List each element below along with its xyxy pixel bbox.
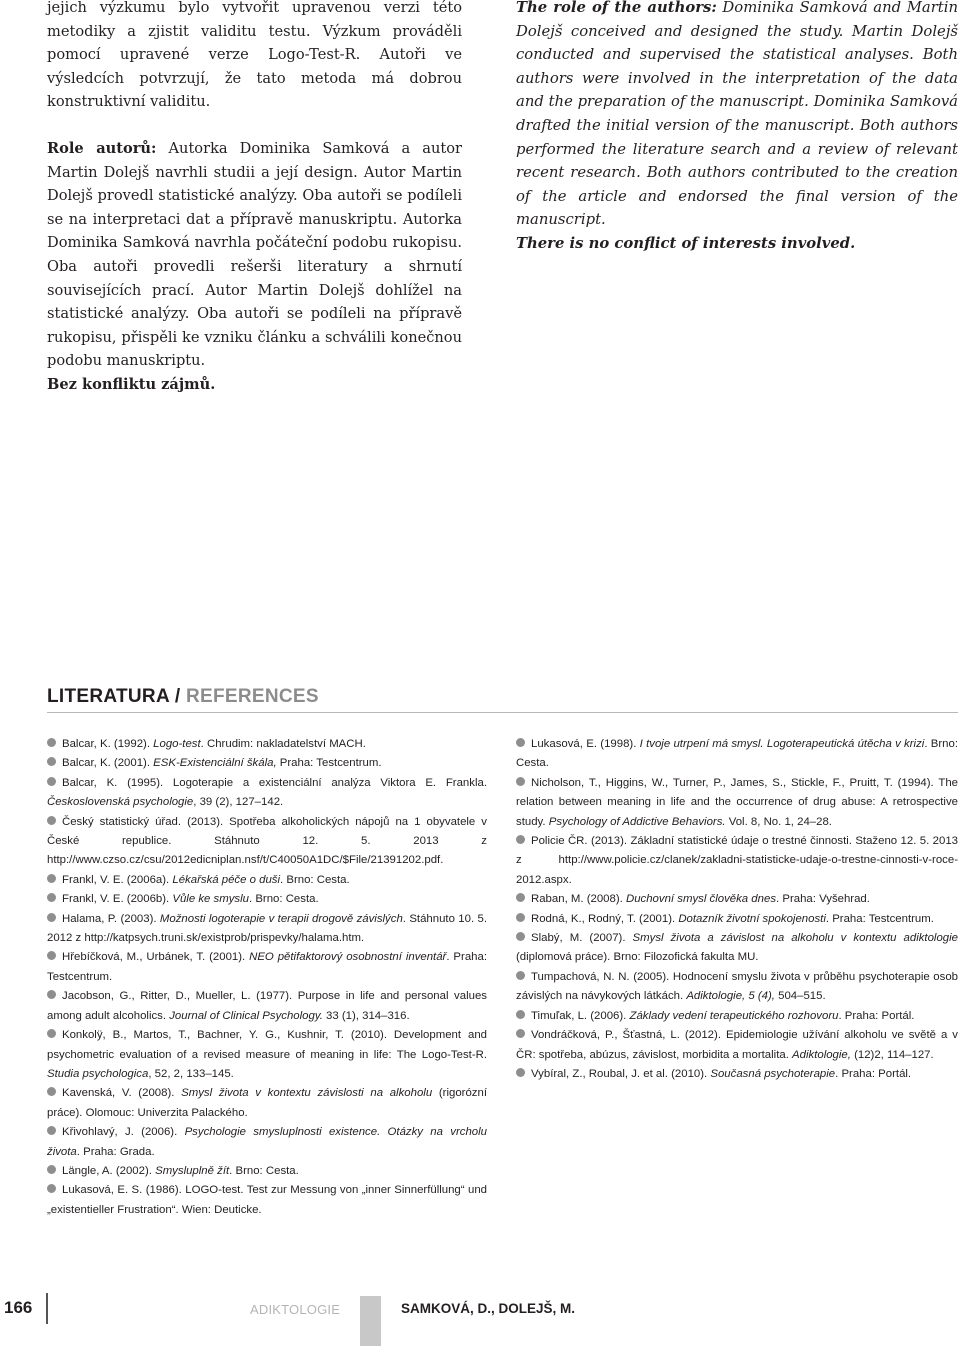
bullet-icon — [47, 1029, 56, 1038]
reference-item — [47, 1026, 487, 1084]
bullet-icon — [516, 1029, 525, 1038]
reference-text: Längle, A. (2002). — [62, 1164, 156, 1177]
bullet-icon — [47, 738, 56, 747]
reference-source: , 52, 2, 133–145. — [148, 1067, 234, 1080]
reference-item — [516, 832, 958, 890]
bullet-icon — [516, 893, 525, 902]
reference-source: (rigorózní práce). Olomouc: Univerzita Palackého. — [47, 1087, 487, 1119]
reference-item — [516, 1026, 958, 1065]
author-roles-label-en: The role of the authors: — [516, 0, 717, 16]
reference-item — [47, 948, 487, 987]
reference-source: . Stáhnuto 10. 5. 2012 z http://katpsych.truni.sk/existprob/prispevky/halama.htm. — [47, 912, 487, 945]
reference-title: Studia psychologica — [47, 1067, 149, 1080]
reference-text: Český statistický úřad. (2013). Spotřeba alkoholických nápojů na 1 obyvatele v České republice. Stáhnuto 12. 5. 2013 z http://www.czso.cz/csu/2012edicniplan.nsf/t/C40050A1DC/$File/21391202.pdf. — [47, 815, 487, 867]
reference-source: . Praha: Portál. — [838, 1009, 915, 1022]
reference-title: Adiktologie, — [792, 1048, 851, 1061]
bullet-icon — [516, 932, 525, 941]
reference-text: Lukasová, E. S. (1986). LOGO-test. Test zur Messung von „inner Sinnerfüllung“ und „existentieller Frustration“. Wien: Deuticke. — [47, 1184, 487, 1216]
reference-title: Vůle ke smyslu — [172, 893, 249, 906]
intro-paragraph: jejich výzkumu bylo vytvořit upravenou verzi této metodiky a zjistit validitu testu. Výzkum prováděli pomocí upravené verze Logo-Test-R. Autoři ve výsledcích potvrzují, že tato metoda má dobrou konstruktivní validitu. — [47, 0, 462, 111]
references-list-right — [516, 735, 958, 1084]
reference-title: Adiktologie, 5 (4), — [686, 990, 775, 1003]
reference-title: Lékařská péče o duši — [172, 873, 281, 886]
bullet-icon — [516, 1010, 525, 1019]
reference-title: Logo-test — [153, 738, 201, 750]
reference-text: Nicholson, T., Higgins, W., Turner, P., James, S., Stickle, F., Pruitt, T. (1994). The relation between meaning in life and the occurrence of drug abuse: A retrospective study. — [516, 776, 958, 828]
bullet-icon — [47, 1087, 56, 1096]
journal-name: ADIKTOLOGIE — [250, 1302, 341, 1317]
reference-item — [516, 735, 958, 774]
reference-source: . Praha: Testcentrum. — [825, 912, 934, 925]
references-heading-main: LITERATURA / — [47, 686, 186, 707]
footer-authors: SAMKOVÁ, D., DOLEJŠ, M. — [401, 1301, 576, 1316]
reference-text: Konkolÿ, B., Martos, T., Bachner, Y. G., Kushnir, T. (2010). Development and psychometric evaluation of a revised measure of meaning in life: The Logo-Test-R. — [47, 1029, 487, 1061]
reference-item — [47, 735, 487, 754]
reference-source: . Chrudim: nakladatelství MACH. — [200, 738, 366, 750]
reference-title: NEO pětifaktorový osobnostní inventář — [249, 951, 447, 964]
reference-title: Současná psychoterapie — [710, 1067, 836, 1080]
reference-text: Balcar, K. (1992). — [62, 738, 154, 750]
reference-item — [516, 910, 958, 929]
bullet-icon — [47, 893, 56, 902]
bullet-icon — [47, 874, 56, 883]
author-roles-text: Autorka Dominika Samková a autor Martin Dolejš navrhli studii a její design. Autor Martin Dolejš provedl statistické analýzy. Oba autoři se podíleli se na interpretaci dat a přípravě manuskriptu. Autorka Dominika Samková navrhla počáteční podobu rukopisu. Oba autoři provedli rešerši literatury a shrnutí souvisejících prací. Autor Martin Dolejš dohlížel na statistické analýzy. Oba autoři se podíleli na přípravě rukopisu, přispěli ke vzniku článku a schválili konečnou podobu manuskriptu. — [47, 139, 463, 370]
reference-source: . Brno: Cesta. — [516, 738, 958, 770]
reference-text: Timuľak, L. (2006). — [531, 1009, 630, 1022]
reference-source: . Praha: Vyšehrad. — [776, 893, 870, 906]
reference-text: Křivohlavý, J. (2006). — [62, 1126, 185, 1139]
reference-title: Smysluplně žít — [155, 1164, 230, 1177]
reference-item — [47, 1084, 487, 1123]
bullet-icon — [47, 777, 56, 786]
reference-item — [47, 910, 487, 949]
page-footer — [0, 1270, 960, 1346]
reference-source: Praha: Testcentrum. — [276, 757, 382, 770]
bullet-icon — [47, 816, 56, 825]
bullet-icon — [516, 913, 525, 922]
bullet-icon — [47, 1126, 56, 1135]
reference-text: Slabý, M. (2007). — [531, 932, 633, 945]
reference-title: Smysl života v kontextu závislosti na alkoholu — [181, 1087, 433, 1100]
reference-source: . Praha: Portál. — [835, 1067, 912, 1080]
reference-text: Frankl, V. E. (2006b). — [62, 893, 173, 906]
reference-text: Hřebíčková, M., Urbánek, T. (2001). — [62, 951, 250, 964]
reference-source: 504–515. — [774, 990, 826, 1003]
reference-title: Československá psychologie — [47, 796, 194, 809]
author-roles-czech — [47, 0, 462, 397]
reference-text: Vondráčková, P., Šťastná, L. (2012). Epidemiologie užívání alkoholu ve světě a v ČR: spotřeba, abúzus, závislost, morbidita a mortalita. — [516, 1029, 958, 1061]
bullet-icon — [516, 1068, 525, 1077]
bullet-icon — [47, 1165, 56, 1174]
reference-item — [516, 929, 958, 968]
bullet-icon — [47, 990, 56, 999]
reference-title: I tvoje utrpení má smysl. Logoterapeutická útěcha v krizi — [639, 738, 925, 750]
reference-item — [47, 871, 487, 890]
reference-title: Duchovní smysl člověka dnes — [625, 893, 777, 906]
reference-text: Kavenská, V. (2008). — [62, 1087, 182, 1100]
bullet-icon — [516, 777, 525, 786]
reference-text: Jacobson, G., Ritter, D., Mueller, L. (1977). Purpose in life and personal values among adult alcoholics. — [47, 990, 487, 1022]
reference-title: ESK-Existenciální škála, — [153, 757, 277, 770]
reference-text: Tumpachová, N. N. (2005). Hodnocení smyslu života v průběhu psychoterapie osob závislých na návykových látkách. — [516, 970, 958, 1003]
references-divider — [47, 712, 958, 713]
reference-item — [47, 1123, 487, 1162]
reference-item — [516, 774, 958, 832]
conflict-statement-en: There is no conflict of interests involved. — [516, 234, 856, 252]
author-roles-text-en: Dominika Samková and Martin Dolejš conceived and designed the study. Martin Dolejš conducted and supervised the statistical analyses. Both authors were involved in the interpretation of the data and the preparation of the manuscript. Dominika Samková drafted the initial version of the manuscript. Both authors performed the literature search and a review of relevant recent research. Both authors contributed to the creation of the article and endorsed the final version of the manuscript. — [516, 0, 958, 229]
reference-source: . Praha: Grada. — [76, 1145, 155, 1158]
page-number: 166 — [4, 1298, 33, 1317]
bullet-icon — [516, 835, 525, 844]
references-heading — [47, 686, 319, 708]
reference-title: Možnosti logoterapie v terapii drogově závislých — [159, 912, 403, 925]
reference-title: Psychology of Addictive Behaviors. — [548, 815, 726, 828]
author-roles-english — [516, 0, 958, 256]
references-list-left — [47, 735, 487, 1220]
bullet-icon — [516, 738, 525, 747]
references-heading-accent: REFERENCES — [186, 686, 319, 707]
reference-text: Frankl, V. E. (2006a). — [62, 873, 173, 886]
bullet-icon — [516, 971, 525, 980]
reference-source: . Brno: Cesta. — [280, 873, 350, 886]
reference-title: Journal of Clinical Psychology. — [169, 1009, 323, 1022]
reference-item — [47, 1181, 487, 1220]
reference-item — [47, 813, 487, 871]
bullet-icon — [47, 951, 56, 960]
reference-source: (diplomová práce). Brno: Filozofická fakulta MU. — [516, 951, 759, 964]
reference-source: . Praha: Testcentrum. — [47, 951, 487, 983]
reference-text: Halama, P. (2003). — [62, 912, 160, 925]
reference-item — [47, 890, 487, 909]
reference-source: . Brno: Cesta. — [248, 893, 319, 906]
bullet-icon — [47, 913, 56, 922]
reference-title: Základy vedení terapeutického rozhovoru — [629, 1009, 839, 1022]
reference-source: , 39 (2), 127–142. — [193, 796, 284, 809]
reference-item — [516, 890, 958, 909]
reference-text: Vybíral, Z., Roubal, J. et al. (2010). — [531, 1067, 711, 1080]
reference-item — [47, 1162, 487, 1181]
reference-text: Policie ČR. (2013). Základní statistické údaje o trestné činnosti. Staženo 12. 5. 2013 z http://www.policie.cz/clanek/zakladni-statisticke-udaje-o-trestne-cinnosti-v-roce-2012.aspx. — [516, 835, 958, 886]
footer-bar — [360, 1296, 381, 1346]
reference-text: Lukasová, E. (1998). — [531, 738, 640, 750]
reference-item — [516, 968, 958, 1007]
reference-title: Dotazník životní spokojenosti — [678, 912, 826, 925]
reference-text: Rodná, K., Rodný, T. (2001). — [531, 912, 679, 925]
reference-title: Psychologie smysluplnosti existence. Otázky na vrcholu života — [47, 1126, 488, 1158]
reference-item — [516, 1007, 958, 1026]
reference-source: 33 (1), 314–316. — [322, 1009, 410, 1022]
reference-item — [47, 987, 487, 1026]
reference-item — [47, 774, 487, 813]
bullet-icon — [47, 757, 56, 766]
bullet-icon — [47, 1184, 56, 1193]
reference-source: (12)2, 114–127. — [850, 1048, 934, 1061]
reference-title: Smysl života a závislost na alkoholu v kontextu adiktologie — [632, 932, 958, 945]
reference-item — [47, 754, 487, 773]
author-roles-paragraph-en — [516, 0, 958, 232]
reference-source: . Brno: Cesta. — [229, 1164, 299, 1177]
footer-divider — [46, 1293, 48, 1324]
author-roles-label: Role autorů: — [47, 139, 157, 157]
reference-text: Raban, M. (2008). — [531, 893, 626, 906]
reference-text: Balcar, K. (1995). Logoterapie a existenciální analýza Viktora E. Frankla. — [62, 776, 487, 789]
reference-source: Vol. 8, No. 1, 24–28. — [725, 815, 832, 828]
conflict-statement: Bez konfliktu zájmů. — [47, 375, 216, 393]
reference-text: Balcar, K. (2001). — [62, 757, 154, 770]
author-roles-paragraph — [47, 137, 462, 373]
reference-item — [516, 1065, 958, 1084]
